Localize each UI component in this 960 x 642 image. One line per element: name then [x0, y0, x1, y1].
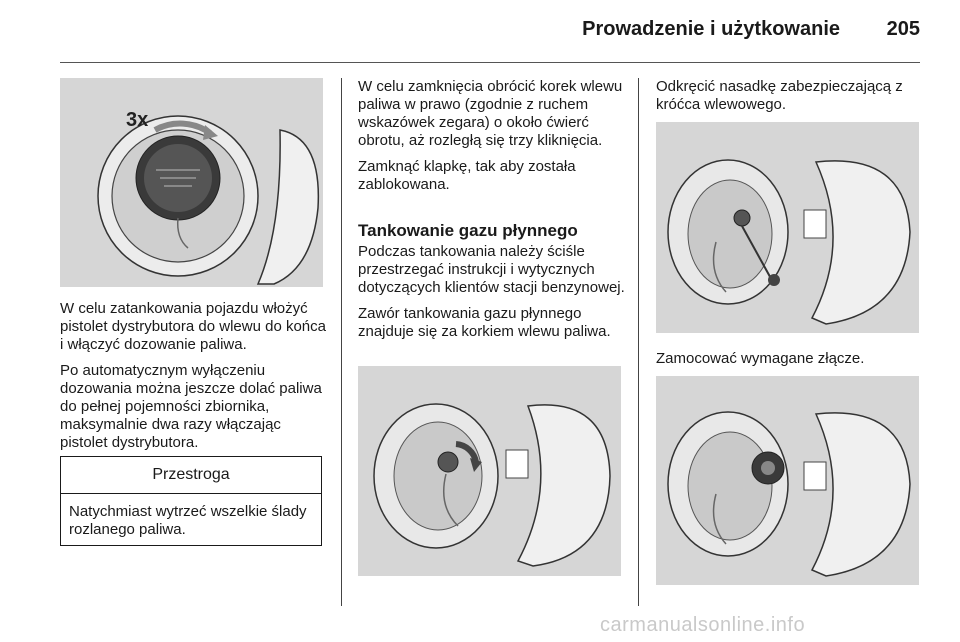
rotation-count-label: 3x	[126, 109, 149, 131]
paragraph: Po automatycznym wyłączeniu dozowania można jeszcze dolać paliwa do pełnej pojemności zbiornika, maksymalnie dwa razy włączając pistolet dystrybutora.	[60, 362, 322, 451]
page-header-title: Prowadzenie i użytkowanie	[582, 18, 840, 40]
column-3-text-top	[656, 78, 924, 122]
column-3-text-bottom	[656, 350, 924, 376]
paragraph: Zamknąć klapkę, tak aby została zablokowana.	[358, 158, 576, 193]
paragraph: W celu zamknięcia obrócić korek wlewu paliwa w prawo (zgodnie z ruchem wskazówek zegara) o około ćwierć obrotu, aż rozległą się trzy kliknięcia.	[358, 78, 623, 149]
column-divider-1	[341, 78, 342, 606]
header-divider	[60, 62, 920, 63]
column-2-text-bottom	[358, 243, 630, 349]
watermark: carmanualsonline.info	[600, 614, 806, 636]
cap-removed-figure	[656, 122, 919, 333]
paragraph: Zamocować wymagane złącze.	[656, 350, 865, 367]
column-2-text-top	[358, 78, 630, 202]
page-number: 205	[886, 18, 920, 40]
column-1-text	[60, 300, 330, 460]
fuel-cap-figure	[60, 78, 323, 287]
caution-title: Przestroga	[61, 457, 321, 494]
paragraph: Podczas tankowania należy ściśle przestrzegać instrukcji i wytycznych dotyczących klientów stacji benzynowej.	[358, 243, 625, 296]
paragraph: W celu zatankowania pojazdu włożyć pistolet dystrybutora do wlewu do końca i włączyć dozowanie paliwa.	[60, 300, 326, 353]
section-heading: Tankowanie gazu płynnego	[358, 221, 578, 240]
paragraph: Zawór tankowania gazu płynnego znajduje się za korkiem wlewu paliwa.	[358, 305, 611, 340]
adapter-mounted-figure	[656, 376, 919, 585]
caution-box	[60, 456, 322, 546]
lpg-valve-figure	[358, 366, 621, 576]
paragraph: Odkręcić nasadkę zabezpieczającą z króćca wlewowego.	[656, 78, 903, 113]
caution-body: Natychmiast wytrzeć wszelkie ślady rozlanego paliwa.	[69, 503, 307, 538]
column-divider-2	[638, 78, 639, 606]
